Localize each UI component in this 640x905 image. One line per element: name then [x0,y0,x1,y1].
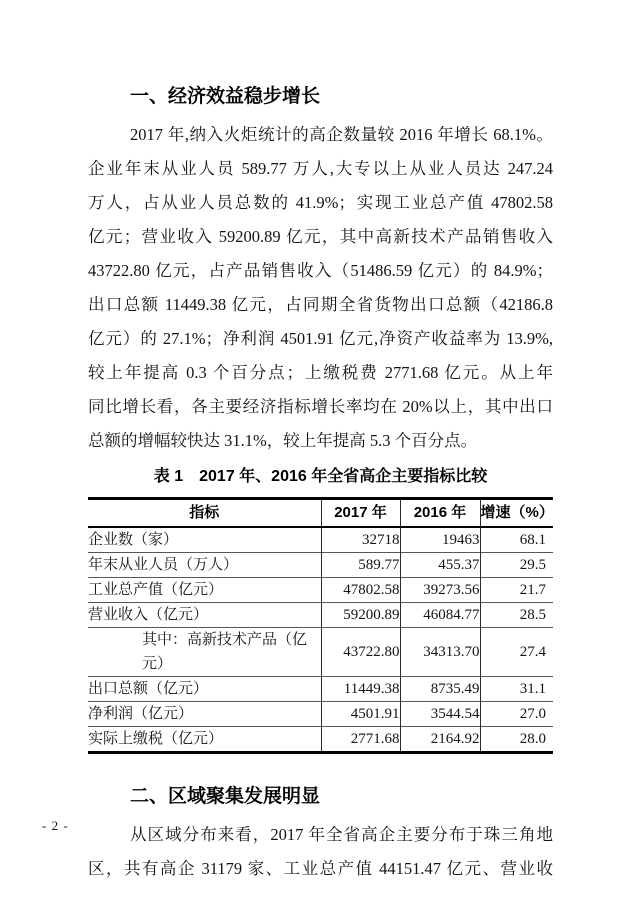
table-cell-growth: 27.0 [480,702,553,727]
table-cell-2016: 46084.77 [400,603,480,628]
table-cell-2016: 455.37 [400,553,480,578]
table-header-2016: 2016 年 [400,499,480,528]
table-row [88,727,553,753]
table-header-row [88,499,553,528]
page-content [88,84,553,886]
table-cell-indicator: 净利润（亿元） [88,702,321,727]
section-1-paragraph [88,118,553,458]
section-2-paragraph [88,818,553,886]
table-cell-indicator: 工业总产值（亿元） [88,578,321,603]
paragraph-line: 2017 年,纳入火炬统计的高企数量较 2016 年增长 68.1%。 [130,125,553,144]
table-cell-indicator: 企业数（家） [88,532,179,548]
table-header-indicator: 指标 [88,499,321,528]
table-cell-2017: 47802.58 [321,578,400,603]
table-cell-indicator: 实际上缴税（亿元） [88,727,321,753]
table-cell-indicator: 出口总额（亿元） [88,677,321,702]
page-number: - 2 - [42,818,69,833]
paragraph-line: 亿元；营业收入 59200.89 亿元，其中高新技术产品销售收入 [88,227,553,246]
table-cell-2016: 2164.92 [400,727,480,753]
table-cell-2016: 39273.56 [400,578,480,603]
paragraph-line: 企业年末从业人员 589.77 万人,大专以上从业人员达 247.24 [88,159,553,178]
table-cell-growth: 21.7 [480,578,553,603]
paragraph-line: 同比增长看，各主要经济指标增长率均在 20%以上，其中出口 [88,397,553,416]
table-cell-growth: 29.5 [480,553,553,578]
paragraph-line: 万人，占从业人员总数的 41.9%；实现工业总产值 47802.58 [88,193,553,212]
table-cell-indicator: 营业收入（亿元） [88,603,321,628]
paragraph-line: 亿元）的 27.1%；净利润 4501.91 亿元,净资产收益率为 13.9%, [88,329,553,348]
table-cell-indicator: 其中：高新技术产品（亿元） [88,628,321,677]
table-cell-2016: 19463 [400,527,480,553]
table-row [88,603,553,628]
table-cell-2017: 2771.68 [321,727,400,753]
paragraph-line: 区，共有高企 31179 家、工业总产值 44151.47 亿元、营业收 [88,859,553,878]
table-cell-2017: 32718 [321,527,400,553]
table-cell-2016: 3544.54 [400,702,480,727]
section-1-heading: 一、经济效益稳步增长 [130,86,321,107]
table-header-2017: 2017 年 [321,499,400,528]
indicators-table [88,497,553,754]
paragraph-line: 总额的增幅较快达 31.1%，较上年提高 5.3 个百分点。 [88,431,478,450]
paragraph-line: 从区域分布来看，2017 年全省高企主要分布于珠三角地 [130,825,553,844]
paragraph-line: 43722.80 亿元，占产品销售收入（51486.59 亿元）的 84.9%； [88,261,553,280]
table-caption: 表 1 2017 年、2016 年全省高企主要指标比较 [153,468,488,485]
table-cell-growth: 27.4 [480,628,553,677]
table-row-sub-item [88,628,553,677]
table-cell-2017: 589.77 [321,553,400,578]
table-cell-2017: 11449.38 [321,677,400,702]
paragraph-line: 较上年提高 0.3 个百分点；上缴税费 2771.68 亿元。从上年 [88,363,553,382]
table-cell-2016: 8735.49 [400,677,480,702]
table-row [88,553,553,578]
table-row [88,578,553,603]
table-row [88,677,553,702]
table-cell-2017: 4501.91 [321,702,400,727]
table-cell-growth: 68.1 [480,527,553,553]
table-cell-2017: 43722.80 [321,628,400,677]
table-cell-growth: 28.0 [480,727,553,753]
table-row [88,702,553,727]
table-cell-growth: 28.5 [480,603,553,628]
table-header-growth: 增速（%） [480,499,553,528]
table-cell-2016: 34313.70 [400,628,480,677]
table-cell-2017: 59200.89 [321,603,400,628]
table-cell-growth: 31.1 [480,677,553,702]
section-2-heading: 二、区域聚集发展明显 [130,786,321,807]
paragraph-line: 出口总额 11449.38 亿元，占同期全省货物出口总额（42186.8 [88,295,553,314]
table-row [88,527,553,553]
table-cell-indicator: 年末从业人员（万人） [88,553,321,578]
